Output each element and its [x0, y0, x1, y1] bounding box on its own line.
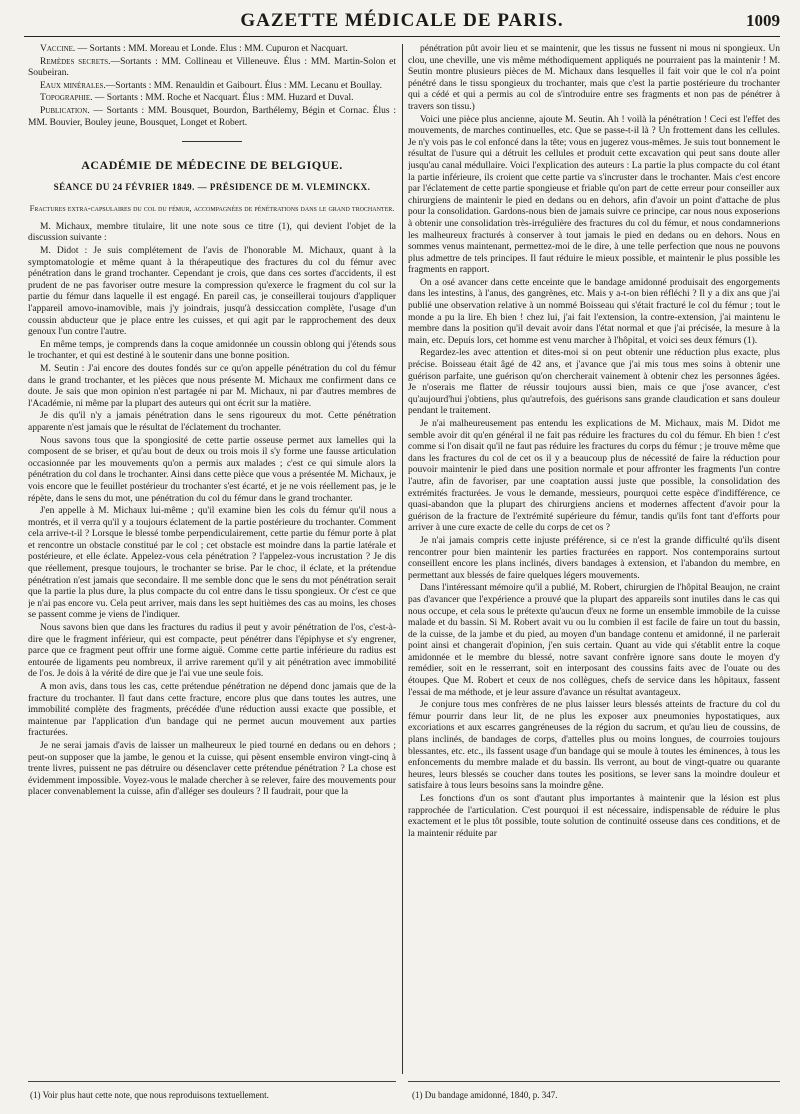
committee-members: —Sortants : MM. Renauldin et Gaibourt. Élus : MM. Lecanu et Boullay. [105, 80, 382, 91]
committee-members: — Sortants : MM. Moreau et Londe. Élus : MM. Cupuron et Nacquart. [75, 44, 348, 54]
journal-title: GAZETTE MÉDICALE DE PARIS. [240, 10, 564, 31]
article-subheading: Fractures extra-capsulaires du col du fémur, accompagnées de pénétrations dans le grand trochanter. [29, 203, 395, 214]
committee-members: — Sortants : MM. Roche et Nacquart. Élus : MM. Huzard et Duval. [92, 93, 354, 104]
committee-name: Vaccine. [40, 44, 76, 54]
committee-members: —Sortants : MM. Collineau et Villeneuve. Élus : MM. Martin-Solon et Soubeiran. [28, 56, 396, 79]
committee-entry [28, 81, 396, 93]
paragraph: Je ne serai jamais d'avis de laisser un malheureux le pied tourné en dedans ou en dehors ; peut-on supposer que la jambe, le genou et la cuisse, qui pèsent ensemble environ vingt-cinq à trente livres, puissent ne pas détruire ou désenclaver cette prétendue pénétration ? La chose est évidemment impossible. Voyez-vous le malade chercher à se relever, faire des mouvements pour placer convenablement la cuisse, afin d'alléger ses douleurs ? Il faudrait, pour que la [28, 740, 396, 798]
paragraph: On a osé avancer dans cette enceinte que le bandage amidonné produisait des engorgements dans les intestins, à l'anus, des gangrènes, etc. Mais y a-t-on bien réfléchi ? Il y a dix ans que j'ai publié une observation relative à un nommé Boisseau qui s'était fracturé le col du fémur ; tout le monde a pu la lire. Eh bien ! chez lui, j'ai fait l'extension, la contre-extension, j'ai maintenu le membre dans la position qu'il devait avoir dans l'état normal et que j'ai précisée, la mesure à la main, etc. Depuis lors, cet homme est venu marcher à l'hôpital, et voici ses deux fémurs (1). [408, 277, 780, 346]
paragraph: M. Didot : Je suis complétement de l'avis de l'honorable M. Michaux, quant à la symptomatologie et même quant à la thérapeutique des fractures du col du fémur avec pénétration dans le grand trochanter. Cependant je crois, que dans ces sortes d'accidents, il est prudent de ne pas favoriser outre mesure la compression qu'exerce le fragment du col sur la partie du fémur dans laquelle il est engagé. En pareil cas, je conseillerai toujours d'appliquer l'appareil amovo-inamovible, mais j'y joindrais, jusqu'à dessiccation complète, l'usage d'un coussin abducteur que je place entre les cuisses, et qui agit par le rapprochement des deux genoux l'un contre l'autre. [28, 246, 396, 338]
committee-name: Topographie. [40, 93, 93, 104]
committee-members: — Sortants : MM. Bousquet, Bourdon, Barthélemy, Bégin et Cornac. Élus : MM. Bouvier, Bouley jeune, Bousquet, Longet et Robert. [28, 105, 396, 128]
paragraph: Nous savons tous que la spongiosité de cette partie osseuse permet aux lamelles qui la composent de se briser, et qu'au bout de deux ou trois mois il s'y forme une fausse articulation occasionnée par les mouvements qu'on a permis aux malades ; c'est ce qui simule alors la pénétration du col dans le trochanter. Ainsi dans cette pièce que vous a présentée M. Michaux, je vois encore que le feuillet postérieur du trochanter s'est écarté, et je ne vois réellement pas, je le répète, dans le sens du mot, une pénétration du col du fémur dans le grand trochanter. [28, 435, 396, 504]
paragraph: Je conjure tous mes confrères de ne plus laisser leurs blessés atteints de fracture du col du fémur pourrir dans leur lit, de ne plus les exposer aux pneumonies hypostatiques, aux excoriations et aux escarres gangréneuses de la région du sacrum, et qu'au lieu de coussins, de plans inclinés, de bandages de corps, d'attelles plus ou moins longues, de courroies toujours blessantes, etc. etc., ils fassent usage d'un bandage qui se moule à toutes les éminences, à tous les enfoncements du membre malade et du bassin. Ils verront, au bout de vingt-quatre ou quarante heures, leurs blessés se coucher dans toutes les positions, se lever sans la moindre douleur et satisfaire à tous leurs besoins sans la moindre gêne. [408, 700, 780, 792]
committee-entry [28, 44, 396, 56]
paragraph: J'en appelle à M. Michaux lui-même ; qu'il examine bien les cols du fémur qu'il nous a montrés, et il verra qu'il y a toujours éclatement de la partie postérieure du trochanter. Comment cela arrive-t-il ? Lorsque le blessé tombe perpendiculairement, cette partie du fémur porte à plat et rencontre un obstacle constitué par le col ; cet obstacle est moindre dans la partie latérale et postérieure, et elle éclate. Appelez-vous cela pénétration ? l'appelez-vous incrustation ? Je dis que réellement, presque toujours, le trochanter se brise. Par le choc, il éclate, et la prétendue pénétration n'est jamais que secondaire. Il me semble donc que le sens du mot pénétration serait que la partie la plus dure, la plus compacte du col entre dans le tissu spongieux. Or c'est ce que je n'ai pas encore vu. Cela peut arriver, mais dans les sept huitièmes des cas au moins, les choses se passent comme je viens de l'indiquer. [28, 506, 396, 621]
paragraph: Nous savons bien que dans les fractures du radius il peut y avoir pénétration de l'os, c'est-à-dire que le fragment inférieur, qui est compacte, peut pénétrer dans l'épiphyse et s'y engrener, parce que ce fragment peut offrir une forme aiguë. Comme cette partie inférieure du radius est entourée de ligaments peu nombreux, il arrive rarement qu'il y ait pénétration avec immobilité de l'os. Je dois à la vérité de dire que je l'ai vue une seule fois. [28, 623, 396, 680]
footnote-rule-right [408, 1081, 780, 1082]
right-column [408, 44, 780, 1074]
committee-name: Remèdes secrets. [40, 56, 111, 67]
committee-entry [28, 93, 396, 105]
paragraph: M. Seutin : J'ai encore des doutes fondés sur ce qu'on appelle pénétration du col du fémur dans le grand trochanter, et les pièces que nous présente M. Michaux me confirment dans ce doute. Je sais que mon opinion n'est partagée ni par M. Michaux, ni par d'autres membres de l'Académie, ni même par la plupart des auteurs qui ont écrit sur la matière. [28, 363, 396, 409]
paragraph: En même temps, je comprends dans la coque amidonnée un coussin oblong qui j'étends sous le trochanter, et qui est destiné à le soutenir dans une bonne position. [28, 339, 396, 362]
paragraph: Je n'ai jamais compris cette injuste préférence, si ce n'est la grande difficulté qu'ils disent rencontrer pour bien maintenir les parties fracturées en rapport. Nos contemporains surtout conseillent encore les plans inclinés, divers bandages à extension, et l'abandon du membre, en permettant aux blessés de faire quelques légers mouvements. [408, 535, 780, 581]
committee-entry [28, 106, 396, 129]
committee-name: Publication. [40, 105, 90, 116]
footnote-left: (1) Voir plus haut cette note, que nous reproduisons textuellement. [30, 1090, 269, 1100]
page-number: 1009 [746, 11, 780, 30]
academy-title: ACADÉMIE DE MÉDECINE DE BELGIQUE. [81, 158, 343, 173]
committee-list [28, 44, 396, 129]
left-column [28, 44, 396, 1074]
paragraph: Voici une pièce plus ancienne, ajoute M. Seutin. Ah ! voilà la pénétration ! Ceci est l'effet des mouvements, de marches continuelles, etc. Que se passe-t-il là ? Un frottement dans les cellules. Je n'y vois pas le col enfoncé dans la tête; vous en jugerez vous-mêmes. Je suis tout bonnement le résultat de l'usure qui a détruit les cellules et produit cette excavation qui peut sans doute aller jusqu'au canal médullaire. Voici l'explication des auteurs : La partie la plus compacte du col étant la partie inférieure, ils croient que cette partie va s'incruster dans le trochanter. Mais c'est encore par l'éclatement de cette partie spongieuse et friable qu'on part de cette erreur pour conseiller aux chirurgiens de maintenir le pied en dedans ou en dehors, afin d'avoir un point d'attache de plus pour la consolidation. Gardons-nous bien de jamais suivre ce principe, car nous nous exposerions à obtenir une consolidation très-irrégulière des fractures du col du fémur, et nous condamnerions les malheureux fracturés à conserver à tout jamais le pied en dedans ou en dehors. Nous en sommes venus maintenant, permettez-moi de le dire, à une telle perfection que nous ne pouvons plus admettre de tels principes. Il faut réduire le mieux possible, et maintenir le plus possible les fragments en rapport. [408, 114, 780, 276]
footnote-rule-left [28, 1081, 396, 1082]
session-title: SÉANCE DU 24 FÉVRIER 1849. — PRÉSIDENCE DE M. VLEMINCKX. [53, 181, 371, 192]
right-article-body [408, 44, 780, 840]
committee-entry [28, 57, 396, 80]
paragraph: M. Michaux, membre titulaire, lit une note sous ce titre (1), qui devient l'objet de la discussion suivante : [28, 221, 396, 244]
paragraph: Je dis qu'il n'y a jamais pénétration dans le sens rigoureux du mot. Cette pénétration apparente n'est jamais que le résultat de l'éclatement du trochanter. [28, 411, 396, 433]
paragraph: Regardez-les avec attention et dites-moi si on peut obtenir une réduction plus exacte, plus précise. Boisseau était âgé de 42 ans, et j'avance que j'ai mis tous mes soins à obtenir une guérison parfaite, une guérison qu'on chercherait vainement à obtenir chez les personnes âgées. Je n'oserais me flatter de réussir toujours aussi bien, mais ce que j'ose avancer, c'est qu'aujourd'hui j'obtiens, plus qu'autrefois, des guérisons sans grande claudication et sans douleur pendant le traitement. [408, 348, 780, 417]
committee-name: Eaux minérales. [40, 80, 106, 91]
paragraph: A mon avis, dans tous les cas, cette prétendue pénétration ne dépend donc jamais que de la fracture du trochanter. Il faut dans cette fracture, encore plus que dans toutes les autres, une immobilité complète des fragments, précédée d'une réduction aussi exacte que possible, et maintenue par l'application d'un bandage qui ne permet aucun mouvement aux parties fracturées. [28, 682, 396, 739]
left-article-body [28, 222, 396, 799]
footnote-right: (1) Du bandage amidonné, 1840, p. 347. [412, 1090, 558, 1100]
section-separator [182, 141, 242, 142]
paragraph: Les fonctions d'un os sont d'autant plus importantes à maintenir que la lésion est plus rapprochée de l'articulation. C'est pourquoi il est nécessaire, indispensable de réduire le plus exactement et le plus tôt possible, toute solution de continuité osseuse dans ces conditions, et de la maintenir réduite par [408, 794, 780, 839]
paragraph: Dans l'intéressant mémoire qu'il a publié, M. Robert, chirurgien de l'hôpital Beaujon, ne craint pas d'avancer que l'expérience a prouvé que la plupart des appareils sont inutiles dans le cas qui nous occupe, et cela sous le prétexte qu'aucun d'eux ne forme un ensemble immobile de la cuisse malade et du bassin. Si M. Robert avait vu ou lu combien il est facile de faire un tout du bassin, de la cuisse, de la jambe et du pied, au moyen d'un bandage contenu et amidonné, il ne parlerait point ainsi et changerait d'opinion, j'en suis certain. Quant au vide qui s'établit entre la coque amidonnée et le membre du blessé, notre savant confrère ignore sans doute le moyen d'y remédier, soit en le resserrant, soit en interposant des coussins faits avec de l'ouate ou des étoupes. Que M. Robert et ceux de nos collègues, chefs de service dans les hôpitaux, fassent l'essai de ma méthode, et je leur assure d'avance un résultat avantageux. [408, 583, 780, 698]
column-divider [402, 44, 403, 1074]
paragraph: Je n'ai malheureusement pas entendu les explications de M. Michaux, mais M. Didot me semble avoir dit qu'en général il ne fait pas réduire les fractures du col du fémur. Eh bien ! c'est comme si l'on disait qu'il ne faut pas réduire les fractures du corps du fémur ; je trouve même que dans les fractures du col de cet os il y a beaucoup plus de nécessité de faire la réduction pour pouvoir maintenir le pied dans une position normale et pour affronter les fragments l'un contre l'autre, afin de favoriser, par une coaptation aussi juste que possible, la consolidation des extrémités fracturées. Je vous le demande, messieurs, pourquoi cette espèce d'indifférence, ce quasi-abandon que la plupart des chirurgiens anciens et modernes affectent d'avoir pour la guérison de la fracture de l'extrémité supérieure du fémur, tandis qu'ils font tant d'efforts pour arriver à une cure exacte de celle du corps de cet os ? [408, 419, 780, 534]
running-header [24, 8, 780, 37]
paragraph: pénétration pût avoir lieu et se maintenir, que les tissus ne fussent ni mous ni spongieux. Un clou, une cheville, une vis même méthodiquement appliqués ne pourraient pas la maintenir ! M. Seutin montre plusieurs pièces de M. Michaux dans lesquelles il fait voir que le col n'a point pénétré dans le tissu spongieux du trochanter, mais que c'est la partie postérieure du trochanter qui a cédé et qui a permis au col de s'introduire entre ses fragments et non pas de pénétrer à travers son tissu.) [408, 44, 780, 112]
